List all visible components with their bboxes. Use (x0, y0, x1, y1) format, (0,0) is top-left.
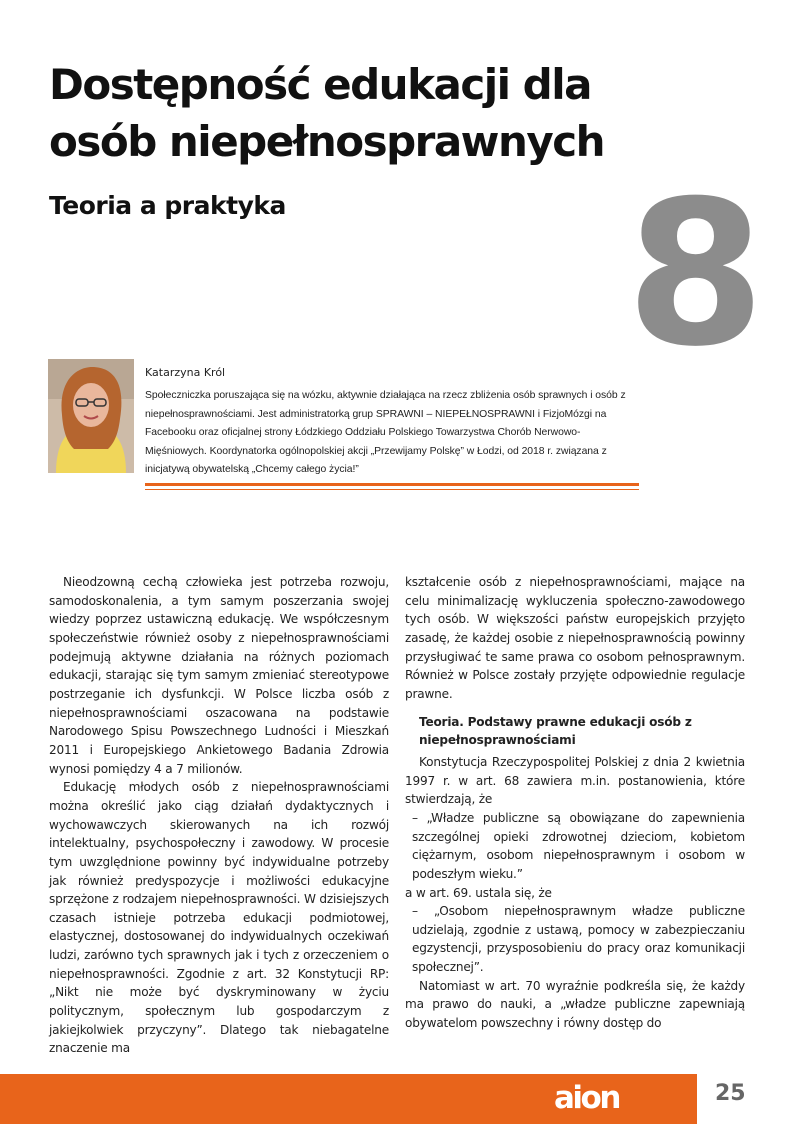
author-bio: Społeczniczka poruszająca się na wózku, aktywnie działająca na rzecz zbliżenia osób sprawnych i osób z niepełnosprawnościami. Jest administratorką grup SPRAWNI – NIEPEŁNOSPRAWNI i FizjoMózgi na Facebooku oraz oficjalnej strony Łódzkiego Oddziału Polskiego Towarzystwa Chorób Nerwowo-Mięśniowych. Koordynatorka ogólnopolskiej akcji „Przewijamy Polskę” w Łodzi, od 2018 r. związana z inicjatywą obywatelską „Chcemy całego życia!” (145, 390, 626, 475)
author-name: Katarzyna Król (145, 366, 226, 379)
text-column-left (49, 573, 389, 1058)
section-heading: Teoria. Podstawy prawne edukacji osób z niepełnosprawnościami (419, 714, 692, 748)
title-line-1: Dostępność edukacji dla (49, 60, 591, 109)
paragraph: kształcenie osób z niepełnosprawnościami, mające na celu minimalizację wykluczenia społeczno-zawodowego tych osób. W większości państw europejskich przyjęto zasadę, że każdej osobie z niepełnosprawnością powinny przysługiwać te same prawa co osobom pełnosprawnym. Również w Polsce zostały przyjęte odpowiednie regulacje prawne. (405, 575, 745, 701)
paragraph: Edukację młodych osób z niepełnosprawnościami można określić jako ciąg działań dydaktycznych i wychowawczych skierowanych na ich rozwój intelektualny, psychospołeczny i zawodowy. W procesie tym uwzględnione powinny być indywidualne potrzeby jak również predyspozycje i możliwości edukacyjne sprzężone z rodzajem niepełnosprawności. W dzisiejszych czasach istnieje potrzeba edukacji podmiotowej, elastycznej, dostosowanej do indywidualnych oczekiwań ludzi, zarówno tych sprawnych jak i tych z orzeczeniem o niepełnosprawności. Zgodnie z art. 32 Konstytucji RP: „Nikt nie może być dyskryminowany w życiu politycznym, społecznym lub gospodarczym z jakiejkolwiek przyczyny”. Dlatego tak niebagatelne znaczenie ma (49, 780, 389, 1056)
aion-logo: aion (554, 1080, 619, 1116)
quote: – „Osobom niepełnosprawnym władze publiczne udzielają, zgodnie z ustawą, pomocy w zabezpieczaniu egzystencji, przysposobieniu do pracy oraz komunikacji społecznej”. (412, 904, 745, 975)
paragraph: a w art. 69. ustala się, że (405, 885, 552, 900)
text-column-right (405, 573, 745, 1033)
article-subtitle: Teoria a praktyka (49, 191, 286, 220)
paragraph: Konstytucja Rzeczypospolitej Polskiej z dnia 2 kwietnia 1997 r. w art. 68 zawiera m.in. postanowienia, które stwierdzają, że (405, 754, 745, 807)
chapter-number: 8 (626, 158, 766, 391)
article-title (49, 56, 604, 170)
divider-thin (145, 489, 639, 490)
page-number: 25 (715, 1081, 746, 1106)
portrait-illustration (48, 359, 134, 473)
divider-thick (145, 483, 639, 486)
title-line-2: osób niepełnosprawnych (49, 117, 605, 166)
quote: – „Władze publiczne są obowiązane do zapewnienia szczególnej opieki zdrowotnej dzieciom, kobietom ciężarnym, osobom niepełnosprawnym i osobom w podeszłym wieku.” (412, 810, 745, 881)
author-photo (48, 359, 134, 473)
paragraph: Natomiast w art. 70 wyraźnie podkreśla się, że każdy ma prawo do nauki, a „władze publiczne zapewniają obywatelom powszechny i równy dostęp do (405, 978, 745, 1031)
paragraph: Nieodzowną cechą człowieka jest potrzeba rozwoju, samodoskonalenia, a tym samym poszerzania swojej wiedzy poprzez ustawiczną edukację. We współczesnym społeczeństwie również osoby z niepełnosprawnościami podejmują aktywne działania na różnych poziomach edukacji, starając się tym samym zmieniać stereotypowe postrzeganie ich dysfunkcji. W Polsce liczba osób z niepełnosprawnościami oszacowana na podstawie Narodowego Spisu Powszechnego Ludności i Mieszkań 2011 i Europejskiego Ankietowego Badania Zdrowia wynosi pomiędzy 4 a 7 milionów. (49, 575, 389, 776)
